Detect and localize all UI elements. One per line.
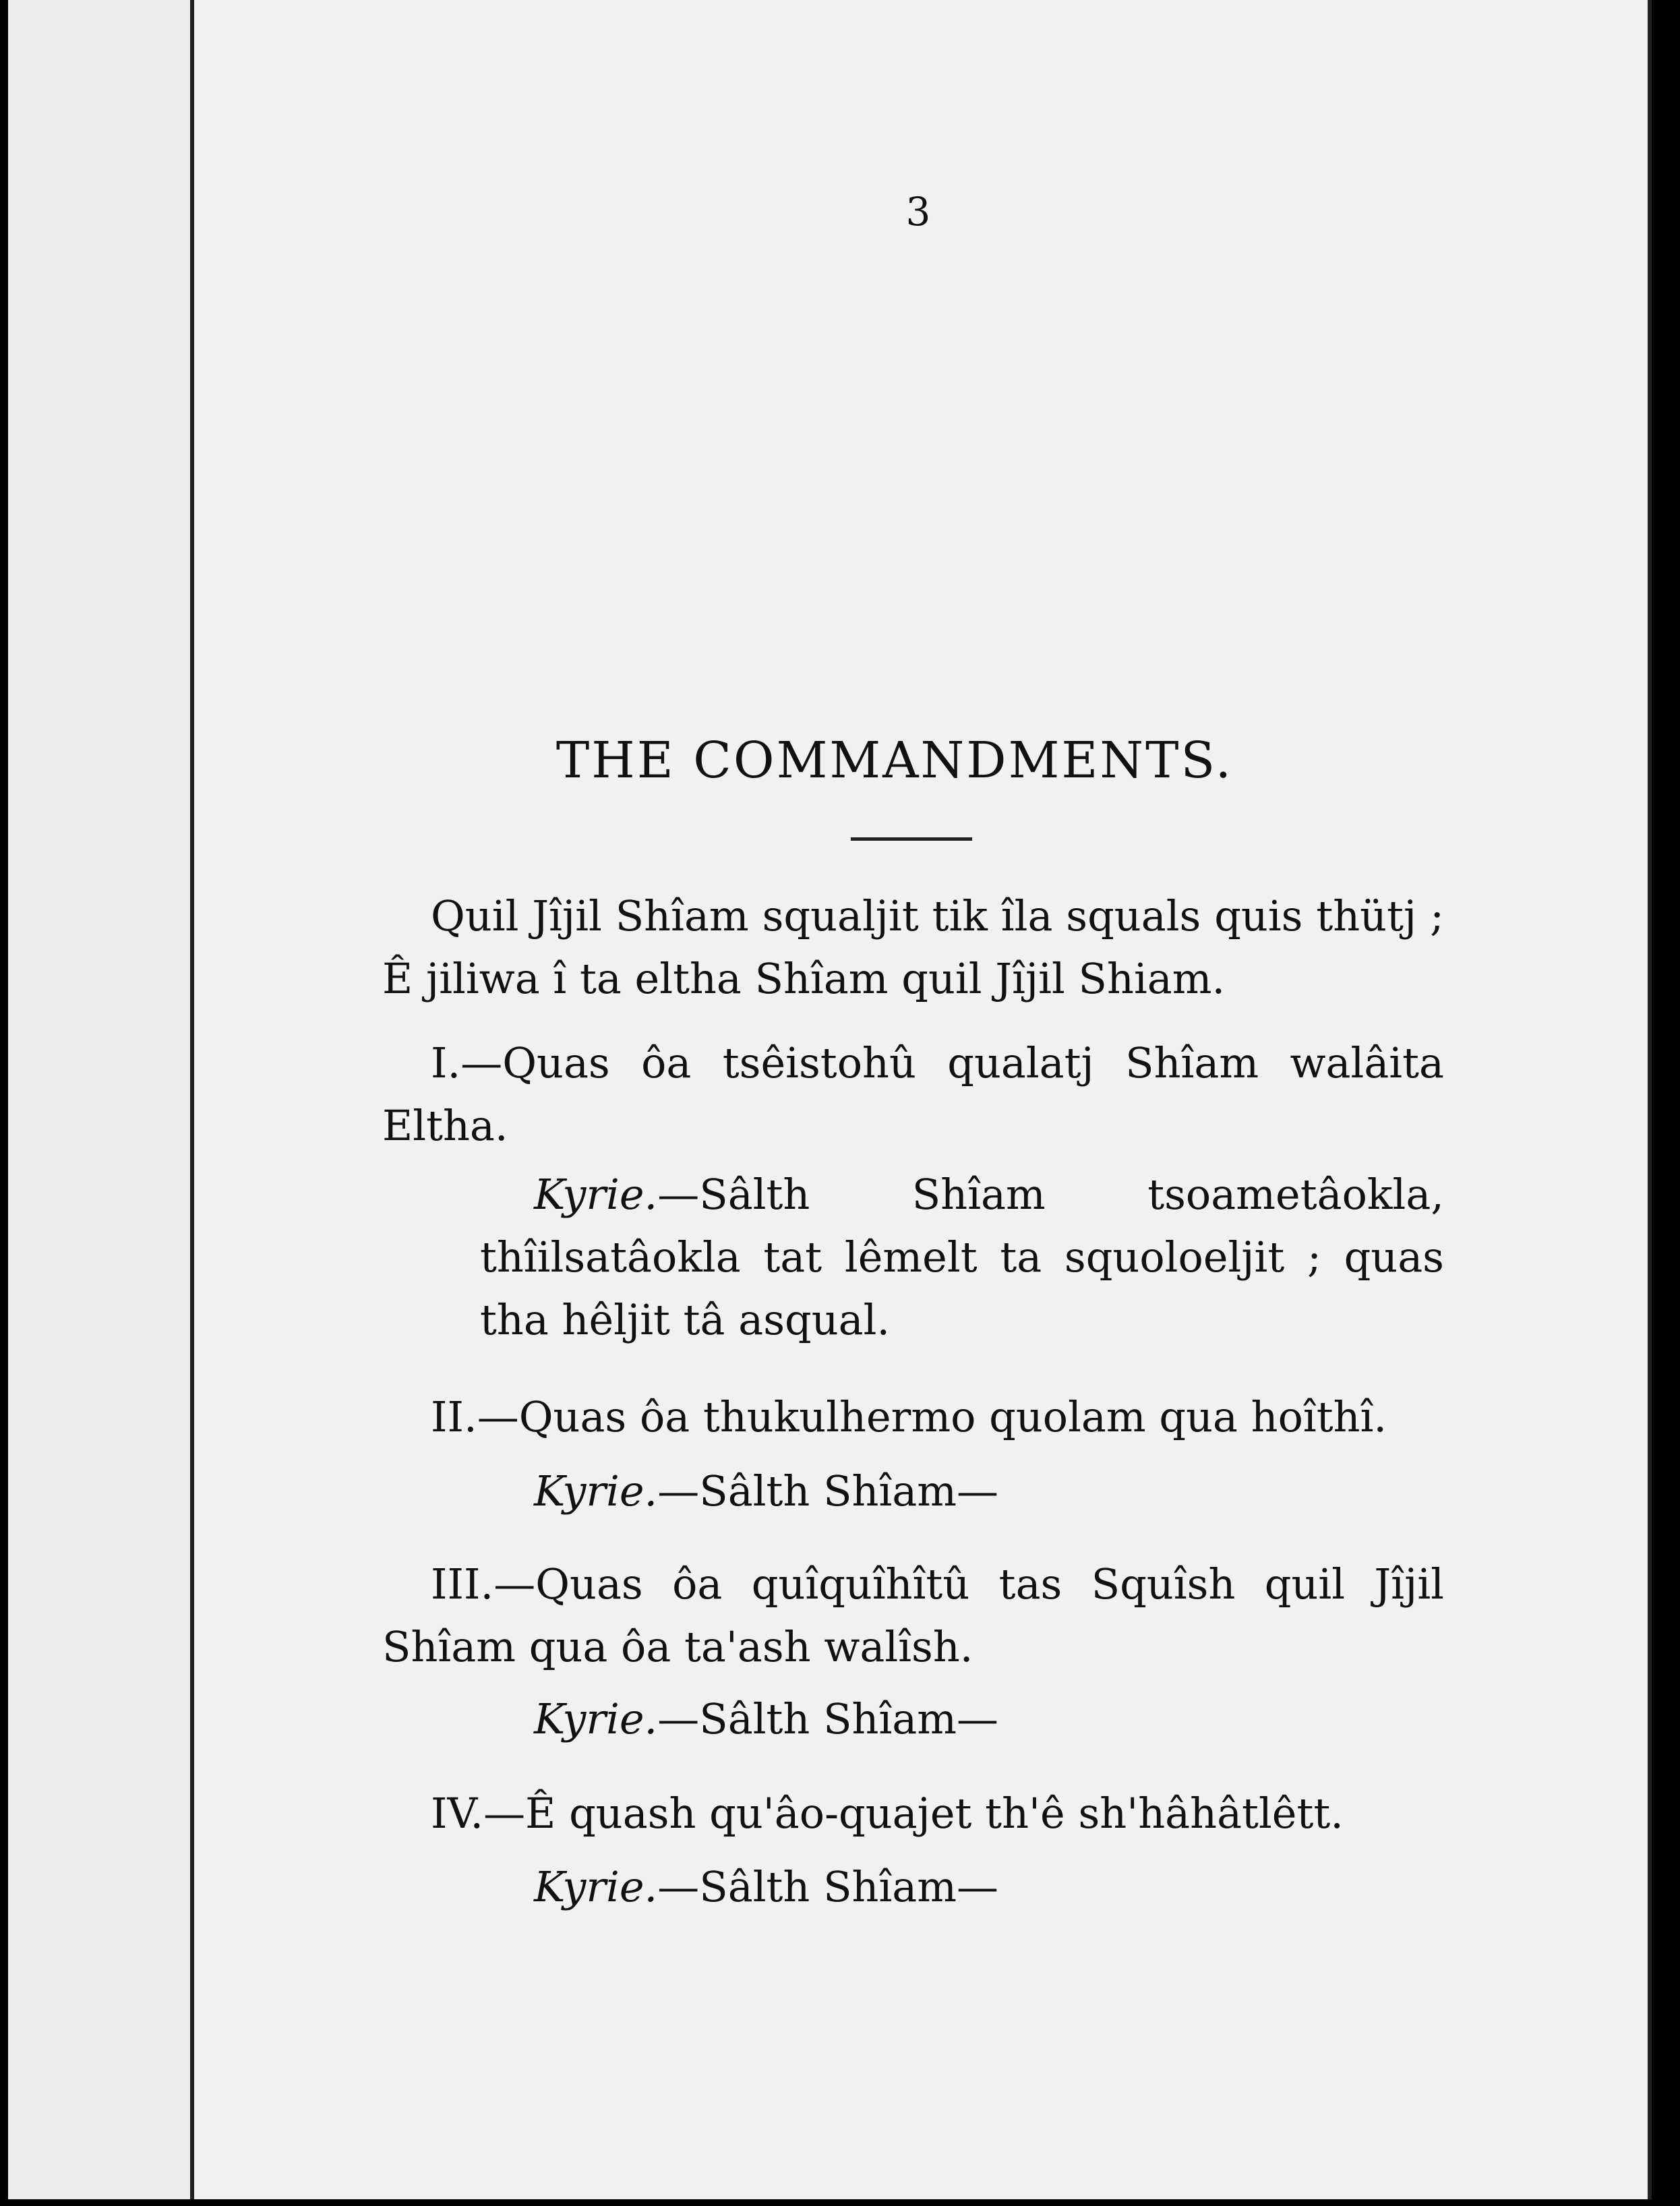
gutter-shade xyxy=(8,0,190,2199)
kyrie-text: —Sâlth Shîam tsoametâokla, thîilsatâokla tat lêmelt ta squoloeljit ; quas tha hêljit tâ asqual. xyxy=(480,1170,1444,1344)
intro-paragraph: Quil Jîjil Shîam squaljit tik îla squals quis thütj ; Ê jiliwa î ta eltha Shîam quil Jîjil Shiam. xyxy=(382,891,1444,1003)
commandment-4 xyxy=(382,1782,1444,1845)
kyrie-word: Kyrie. xyxy=(534,1466,658,1516)
commandment-numeral: II. xyxy=(431,1392,477,1441)
kyrie-word: Kyrie. xyxy=(534,1862,658,1911)
commandment-numeral: I. xyxy=(431,1038,461,1087)
commandment-1 xyxy=(382,1032,1444,1157)
commandment-2 xyxy=(382,1385,1444,1448)
commandment-text: —Quas ôa tsêistohû qualatj Shîam walâita Eltha. xyxy=(382,1038,1444,1150)
kyrie-response-short xyxy=(534,1460,998,1522)
kyrie-word: Kyrie. xyxy=(534,1694,658,1743)
commandment-numeral: III. xyxy=(431,1559,494,1609)
kyrie-response-short xyxy=(534,1688,998,1750)
book-page xyxy=(8,0,1652,2199)
kyrie-text: —Sâlth Shîam— xyxy=(657,1862,999,1911)
commandment-numeral: IV. xyxy=(431,1789,484,1838)
kyrie-text: —Sâlth Shîam— xyxy=(657,1466,999,1516)
kyrie-text: —Sâlth Shîam— xyxy=(657,1694,999,1743)
commandment-3 xyxy=(382,1553,1444,1678)
commandment-text: —Ê quash qu'âo-quajet th'ê sh'hâhâtlêtt. xyxy=(483,1789,1344,1838)
page-number: 3 xyxy=(905,189,931,235)
commandment-text: —Quas ôa quîquîhîtû tas Squîsh quil Jîjil Shîam qua ôa ta'ash walîsh. xyxy=(382,1559,1444,1671)
title-rule xyxy=(851,837,972,841)
kyrie-word: Kyrie. xyxy=(534,1170,658,1219)
page-title: THE COMMANDMENTS. xyxy=(556,732,1234,789)
kyrie-response-short xyxy=(534,1855,998,1918)
kyrie-response-full xyxy=(480,1163,1444,1351)
gutter-line xyxy=(190,0,194,2199)
commandment-text: —Quas ôa thukulhermo quolam qua hoîthî. xyxy=(477,1392,1387,1441)
